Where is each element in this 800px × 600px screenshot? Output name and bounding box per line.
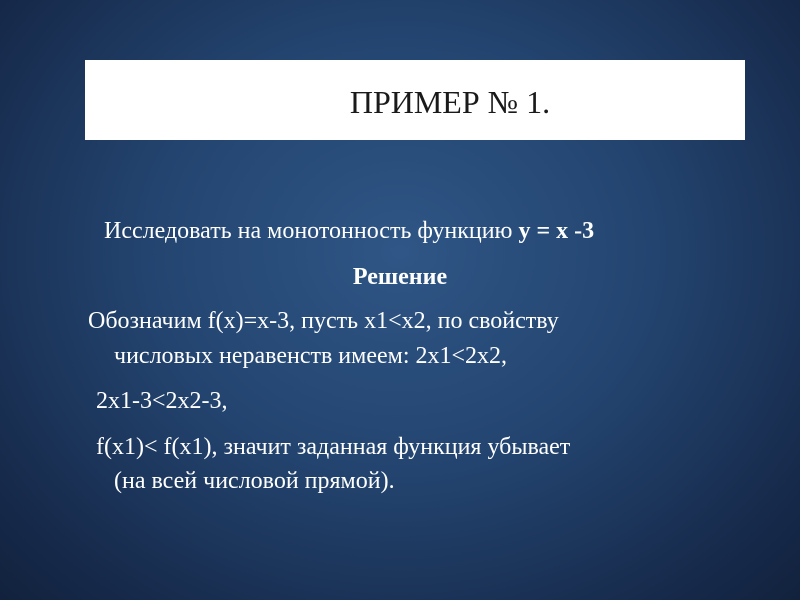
solution-line-4: f(x1)< f(x1), значит заданная функция убывает — [96, 434, 571, 460]
solution-line-1: Обозначим f(x)=x-3, пусть x1<x2, по свойству — [88, 308, 559, 334]
title-box — [85, 60, 745, 140]
task-text: Исследовать на монотонность функцию — [104, 218, 519, 244]
solution-line-3: 2x1-3<2x2-3, — [96, 388, 228, 414]
solution-heading-text: Решение — [352, 264, 448, 290]
task-formula: y = x -3 — [518, 218, 595, 244]
solution-line-5: (на всей числовой прямой). — [114, 468, 395, 494]
slide-title: ПРИМЕР № 1. — [349, 83, 551, 120]
task-line — [104, 216, 594, 246]
solution-heading — [0, 262, 800, 292]
solution-line-2: числовых неравенств имеем: 2x1<2x2, — [114, 343, 508, 369]
